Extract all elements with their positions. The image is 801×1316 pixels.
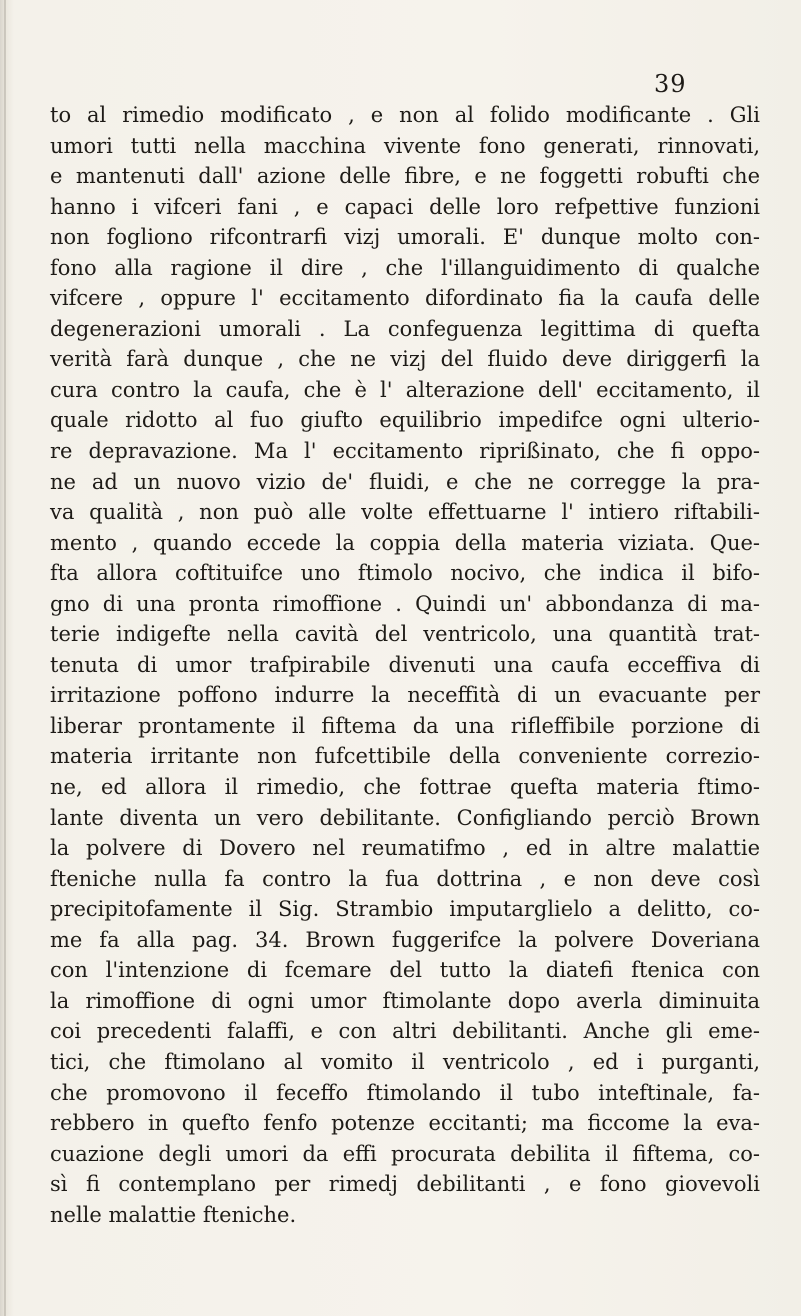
text-line: to al rimedio modificato , e non al folido modificante . Gli: [50, 103, 760, 127]
text-line: non fogliono rifcontrarfi vizj umorali. E' dunque molto con-: [50, 225, 760, 250]
body-text: [50, 100, 760, 1230]
text-line: fteniche nulla fa contro la fua dottrina , e non deve così: [50, 866, 760, 891]
text-line: coi precedenti falaffi, e con altri debilitanti. Anche gli eme-: [50, 1019, 760, 1044]
text-line: precipitofamente il Sig. Strambio imputarglielo a delitto, co-: [50, 897, 760, 922]
text-line: umori tutti nella macchina vivente fono generati, rinnovati,: [50, 133, 760, 158]
text-line: degenerazioni umorali . La confeguenza legittima di quefta: [50, 316, 760, 341]
text-line: tici, che ftimolano al vomito il ventricolo , ed i purganti,: [50, 1049, 760, 1074]
text-line: va qualità , non può alle volte effettuarne l' intiero riftabili-: [50, 500, 760, 525]
text-line: ne ad un nuovo vizio de' fluidi, e che ne corregge la pra-: [50, 469, 760, 494]
text-line: rebbero in quefto fenfo potenze eccitanti; ma ficcome la eva-: [50, 1111, 760, 1136]
text-line: irritazione poffono indurre la neceffità di un evacuante per: [50, 683, 760, 708]
text-line: materia irritante non fufcettibile della conveniente correzio-: [50, 744, 760, 769]
text-line: mento , quando eccede la coppia della materia viziata. Que-: [50, 530, 760, 555]
page-number: 39: [654, 70, 687, 98]
text-line: vifcere , oppure l' eccitamento difordinato fia la caufa delle: [50, 286, 760, 311]
text-line: gno di una pronta rimoffione . Quindi un' abbondanza di ma-: [50, 591, 760, 616]
text-line: ne, ed allora il rimedio, che fottrae quefta materia ftimo-: [50, 775, 760, 800]
text-line: tenuta di umor trafpirabile divenuti una caufa ecceffiva di: [50, 652, 760, 677]
text-line: liberar prontamente il fiftema da una rifleffibile porzione di: [50, 713, 760, 738]
text-line: cuazione degli umori da effi procurata debilita il fiftema, co-: [50, 1141, 760, 1166]
text-line: che promovono il feceffo ftimolando il tubo inteftinale, fa-: [50, 1080, 760, 1105]
text-line: terie indigefte nella cavità del ventricolo, una quantità trat-: [50, 622, 760, 647]
text-line: sì fi contemplano per rimedj debilitanti , e fono giovevoli: [50, 1172, 760, 1197]
text-line: con l'intenzione di fcemare del tutto la diatefi ftenica con: [50, 958, 760, 983]
text-line: fta allora coftituifce uno ftimolo nocivo, che indica il bifo-: [50, 561, 760, 586]
page-gutter: [4, 0, 6, 1316]
text-line: la rimoffione di ogni umor ftimolante dopo averla diminuita: [50, 988, 760, 1013]
text-line: quale ridotto al fuo giufto equilibrio impedifce ogni ulterio-: [50, 408, 760, 433]
text-line: re depravazione. Ma l' eccitamento riprißinato, che fi oppo-: [50, 439, 760, 464]
text-line: nelle malattie fteniche.: [50, 1202, 297, 1227]
text-line: la polvere di Dovero nel reumatifmo , ed in altre malattie: [50, 836, 760, 861]
text-line: lante diventa un vero debilitante. Configliando perciò Brown: [50, 805, 760, 830]
text-line: e mantenuti dall' azione delle fibre, e ne foggetti robufti che: [50, 164, 760, 189]
text-line: hanno i vifceri fani , e capaci delle loro refpettive funzioni: [50, 194, 760, 219]
text-line: cura contro la caufa, che è l' alterazione dell' eccitamento, il: [50, 377, 760, 402]
text-line: verità farà dunque , che ne vizj del fluido deve diriggerfi la: [50, 347, 760, 372]
text-line: me fa alla pag. 34. Brown fuggerifce la polvere Doveriana: [50, 927, 760, 952]
text-line: fono alla ragione il dire , che l'illanguidimento di qualche: [50, 255, 760, 280]
